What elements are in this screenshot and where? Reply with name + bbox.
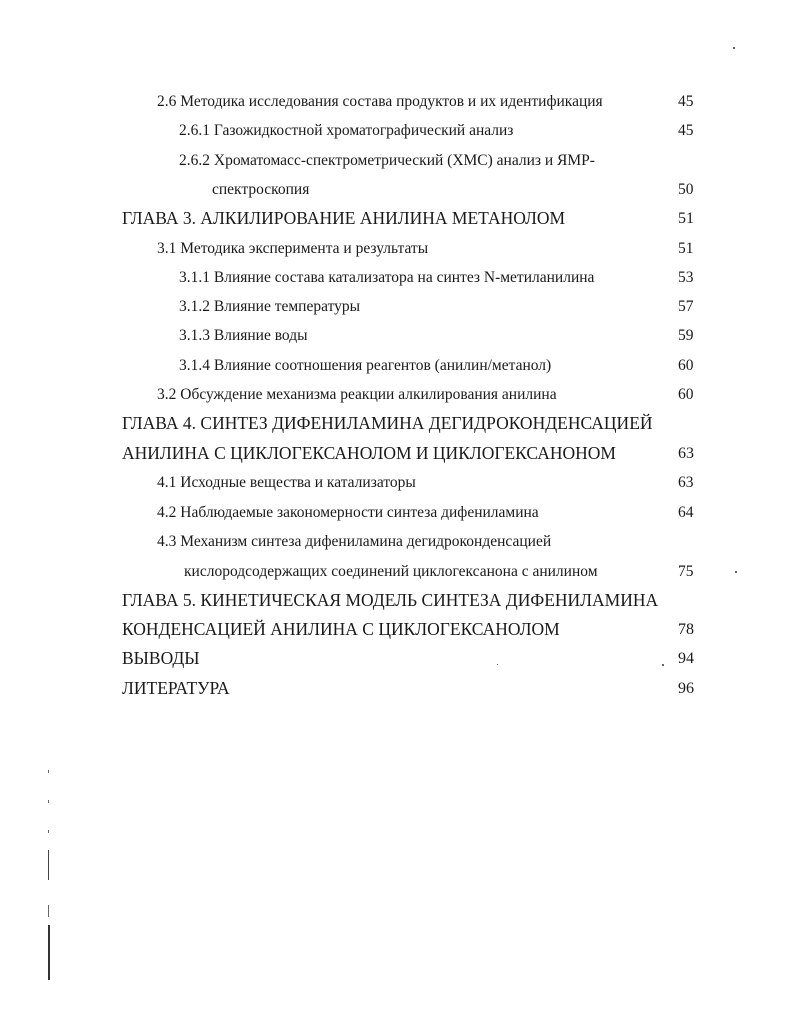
toc-page-number: 63 [678, 445, 694, 462]
scan-speck [48, 800, 49, 803]
scan-speck [48, 905, 49, 917]
scan-speck [48, 830, 49, 833]
toc-page-number: 63 [678, 474, 694, 491]
toc-page-number: 51 [678, 210, 694, 227]
toc-entry-4-3-cont: кислородсодержащих соединений циклогексанона с анилином [184, 563, 598, 580]
toc-page-number: 45 [678, 122, 694, 139]
toc-entry-2-6-2-cont: спектроскопия [212, 181, 310, 198]
toc-entry-3-1-4: 3.1.4 Влияние соотношения реагентов (анилин/метанол) [179, 357, 552, 374]
toc-chapter-3: ГЛАВА 3. АЛКИЛИРОВАНИЕ АНИЛИНА МЕТАНОЛОМ [122, 208, 566, 228]
toc-chapter-5: ГЛАВА 5. КИНЕТИЧЕСКАЯ МОДЕЛЬ СИНТЕЗА ДИФЕНИЛАМИНА [122, 590, 659, 610]
toc-page-number: 59 [678, 327, 694, 344]
scan-speck [662, 664, 664, 666]
toc-page-number: 57 [678, 298, 694, 315]
toc-entry-3-1-3: 3.1.3 Влияние воды [179, 327, 308, 344]
toc-page-number: 94 [678, 650, 694, 667]
toc-page-number: 60 [678, 357, 694, 374]
toc-page-number: 45 [678, 93, 694, 110]
toc-page-number: 53 [678, 269, 694, 286]
toc-entry-4-3: 4.3 Механизм синтеза дифениламина дегидроконденсацией [157, 533, 552, 550]
toc-entry-4-1: 4.1 Исходные вещества и катализаторы [157, 474, 416, 491]
toc-entry-3-1-2: 3.1.2 Влияние температуры [179, 298, 361, 315]
toc-references: ЛИТЕРАТУРА [122, 678, 230, 698]
toc-page-number: 64 [678, 504, 694, 521]
toc-chapter-4-cont: АНИЛИНА С ЦИКЛОГЕКСАНОЛОМ И ЦИКЛОГЕКСАНОНОМ [122, 443, 616, 463]
toc-entry-2-6-1: 2.6.1 Газожидкостной хроматографический анализ [179, 122, 514, 139]
toc-entry-2-6: 2.6 Методика исследования состава продуктов и их идентификация [157, 93, 603, 110]
toc-page-number: 51 [678, 240, 694, 257]
toc-entry-4-2: 4.2 Наблюдаемые закономерности синтеза дифениламина [157, 504, 539, 521]
scan-edge-line [48, 925, 50, 980]
scan-speck [497, 664, 498, 665]
toc-page-number: 78 [678, 621, 694, 638]
toc-entry-3-2: 3.2 Обсуждение механизма реакции алкилирования анилина [157, 386, 557, 403]
toc-chapter-4: ГЛАВА 4. СИНТЕЗ ДИФЕНИЛАМИНА ДЕГИДРОКОНДЕНСАЦИЕЙ [122, 413, 653, 433]
toc-entry-3-1-1: 3.1.1 Влияние состава катализатора на синтез N-метиланилина [179, 269, 595, 286]
toc-page-number: 60 [678, 386, 694, 403]
scan-speck [735, 571, 737, 573]
toc-entry-3-1: 3.1 Методика эксперимента и результаты [157, 240, 429, 257]
toc-page-number: 75 [678, 563, 694, 580]
toc-conclusions: ВЫВОДЫ [122, 648, 200, 668]
toc-entry-2-6-2: 2.6.2 Хроматомасс-спектрометрический (ХМС) анализ и ЯМР- [179, 152, 595, 169]
scan-speck [733, 47, 735, 49]
toc-page-number: 96 [678, 680, 694, 697]
toc-page-number: 50 [678, 181, 694, 198]
toc-chapter-5-cont: КОНДЕНСАЦИЕЙ АНИЛИНА С ЦИКЛОГЕКСАНОЛОМ [122, 619, 560, 639]
scan-edge-line [48, 850, 49, 880]
scan-speck [48, 770, 49, 773]
